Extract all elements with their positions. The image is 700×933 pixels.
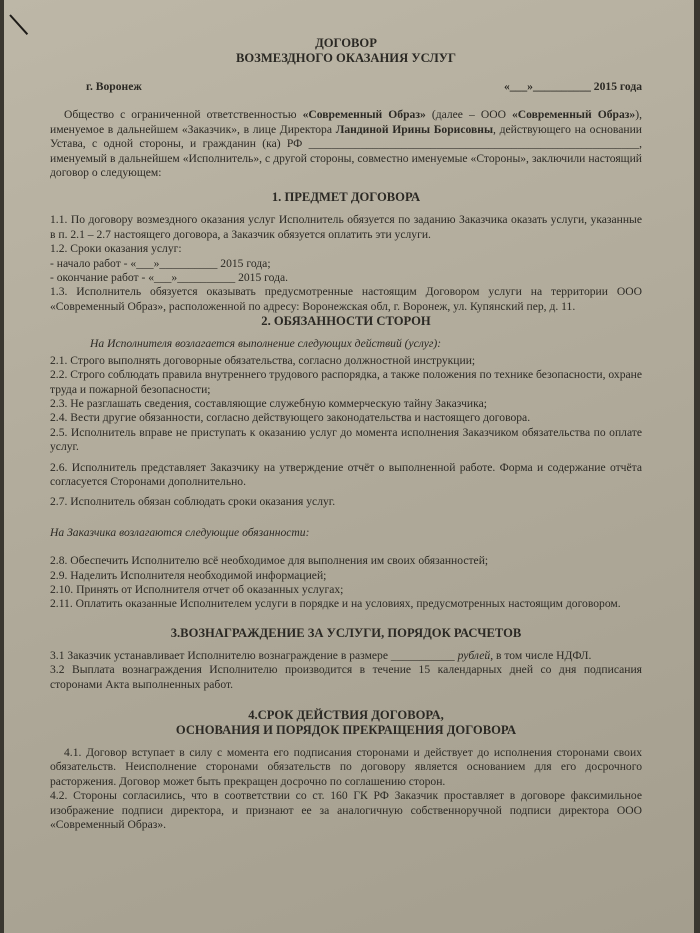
clause-1-2: 1.2. Сроки оказания услуг: — [50, 242, 182, 256]
company-name: «Современный Образ» — [302, 108, 426, 122]
clause-2-10: 2.10. Принять от Исполнителя отчет об оказанных услугах; — [50, 582, 344, 596]
clause-1-3: 1.3. Исполнитель обязуется оказывать предусмотренные настоящим Договором услуги на территории ООО «Современный Образ», расположенной по адресу: Воронежская обл, г. Воронеж, ул. Купянский пер, д. 11. — [50, 285, 642, 313]
clause-2-9: 2.9. Наделить Исполнителя необходимой информацией; — [50, 568, 327, 582]
doc-subtitle: ВОЗМЕЗДНОГО ОКАЗАНИЯ УСЛУГ — [235, 51, 456, 65]
clause-4-2: 4.2. Стороны согласились, что в соответствии со ст. 160 ГК РФ Заказчик проставляет в договоре факсимильное изображение подписи директора, и признают ее за аналогичную собственноручной подписи директора ООО «Современный Образ». — [50, 789, 642, 832]
section-1-heading: 1. ПРЕДМЕТ ДОГОВОРА — [271, 190, 421, 205]
section-4-heading: 4.СРОК ДЕЙСТВИЯ ДОГОВОРА, — [248, 708, 444, 722]
doc-title: ДОГОВОР — [315, 36, 377, 50]
clause-end-date: - окончание работ - «___»__________ 2015 года. — [50, 271, 289, 285]
clause-start-date: - начало работ - «___»__________ 2015 года; — [50, 256, 271, 270]
company-short: «Современный Образ» — [511, 108, 636, 122]
clause-2-11: 2.11. Оплатить оказанные Исполнителем услуги в порядке и на условиях, предусмотренных настоящим договором. — [50, 597, 621, 611]
clause-4-1: 4.1. Договор вступает в силу с момента его подписания сторонами и действует до исполнения сторонами своих обязательств. Неисполнение сторонами обязательств по договору является основанием для его досрочного расторжения. Договор может быть прекращен досрочно по соглашению сторон. — [50, 746, 642, 788]
contract-date: «___»__________ 2015 года — [503, 80, 642, 93]
clause-3-1-currency: рублей — [457, 648, 491, 662]
clause-2-6: 2.6. Исполнитель представляет Заказчику на утверждение отчёт о выполненной работе. Форма и содержание отчёта согласуется Сторонами дополнительно. — [50, 460, 642, 488]
preamble-text-2: (далее – ООО — [425, 108, 512, 122]
section-2-heading: 2. ОБЯЗАННОСТИ СТОРОН — [261, 314, 431, 329]
preamble-text-1: Общество с ограниченной ответственностью — [64, 108, 303, 122]
preamble-text-3: ), именуемое в дальнейшем «Заказчик», в лице Директора — [50, 108, 642, 136]
clause-2-1: 2.1. Строго выполнять договорные обязательства, согласно должностной инструкции; — [50, 353, 476, 367]
clause-3-1-text: 3.1 Заказчик устанавливает Исполнителю вознаграждение в размере ___________ — [50, 648, 458, 662]
clause-1-1: 1.1. По договору возмездного оказания услуг Исполнитель обязуется по заданию Заказчика оказать услуги, указанные в п. 2.1 – 2.7 настоящего договора, а Заказчик обязуется оплатить эти услуги. — [50, 213, 642, 241]
clause-2-8: 2.8. Обеспечить Исполнителю всё необходимое для выполнения им своих обязанностей; — [50, 554, 489, 568]
section-4-subheading: ОСНОВАНИЯ И ПОРЯДОК ПРЕКРАЩЕНИЯ ДОГОВОРА — [175, 723, 517, 737]
clause-2-2: 2.2. Строго соблюдать правила внутреннего трудового распорядка, а также положения по технике безопасности, охране труда и пожарной безопасности; — [50, 368, 642, 396]
executor-duties-intro: На Исполнителя возлагается выполнение следующих действий (услуг): — [90, 337, 442, 351]
clause-3-1-tail: , в том числе НДФЛ. — [490, 648, 592, 662]
director-name: Ландиной Ирины Борисовны — [335, 122, 494, 136]
pen-mark — [9, 14, 28, 35]
section-3-heading: 3.ВОЗНАГРАЖДЕНИЕ ЗА УСЛУГИ, ПОРЯДОК РАСЧЕТОВ — [170, 625, 522, 640]
preamble — [50, 108, 642, 180]
clause-2-3: 2.3. Не разглашать сведения, составляющие служебную коммерческую тайну Заказчика; — [50, 396, 487, 410]
preamble-text-4: , действующего на основании Устава, с одной стороны, и гражданин (ка) РФ _________________________________________________________, именуемый в дальнейшем «Исполнитель», с другой стороны, совместно именуемые «Стороны», заключили настоящий договор о следующем: — [50, 122, 642, 180]
city-date-row — [50, 80, 642, 94]
clause-2-5: 2.5. Исполнитель вправе не приступать к оказанию услуг до момента исполнения Заказчиком обязательства по оплате услуг. — [50, 425, 642, 454]
clause-3-2: 3.2 Выплата вознаграждения Исполнителю производится в течение 15 календарных дней со дня подписания сторонами Акта выполненных работ. — [50, 663, 642, 691]
clause-2-7: 2.7. Исполнитель обязан соблюдать сроки оказания услуг. — [50, 495, 336, 509]
document-page — [4, 0, 694, 933]
city: г. Воронеж — [86, 80, 142, 93]
customer-duties-intro: На Заказчика возлагаются следующие обязанности: — [50, 525, 310, 539]
clause-2-4: 2.4. Вести другие обязанности, согласно действующего законодательства и настоящего договора. — [50, 411, 531, 425]
clause-3-1 — [50, 649, 642, 663]
contract-body — [50, 36, 642, 832]
